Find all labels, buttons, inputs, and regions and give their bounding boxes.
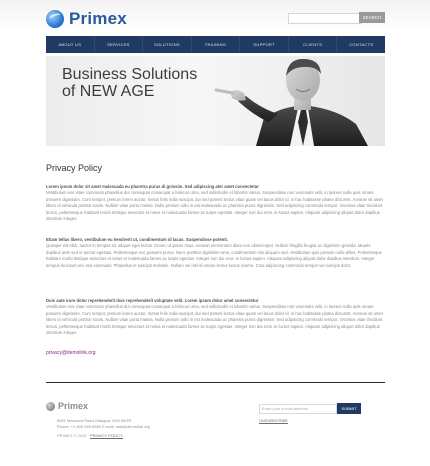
newsletter-email-input[interactable]: Enter your e-mail address (259, 404, 337, 414)
businessman-image (186, 56, 385, 146)
banner-title: Business Solutions (62, 66, 198, 83)
globe-logo-icon (46, 10, 64, 28)
nav-item-about-us[interactable]: ABOUT US (46, 36, 95, 53)
copyright-text: PRIMEX © 2012 · (57, 433, 89, 438)
paragraph-2-body: Quisque elit nibh, auctor in tempus sit, aliquet eget lectus. Donec ut ipsum risus. Aenean elementum diam non ullamcorper. Nullam fringilla feugiat ac dignissim gravida. Mauris dapibus ante sed et auctor egestas. Pellentesque nec posuere purus. Nunc porttitor dignissim eros, condimentum nisi aliquam sed. Vestibulum quis pretium nulla tellus. Pellentesque habitant morbi tristique senectus et netus et malesuada fames ac turpis egestas. Integer non dui eros, in luctus sapien. Aliquam adipiscing aliquet dolor dapibus interdum. Integer tempus tincidunt orci sed venenatis. Phasellus et suscipit molestie. Nullam vel nisl id ornare lectus luctus viverra. Cras adipiscing commodo tempor vel suscipit dolor. (46, 243, 382, 268)
search-button[interactable]: SEARCH (359, 12, 385, 23)
logo-text: Primex (69, 9, 127, 28)
footer-address-block (57, 418, 150, 430)
hero-banner (46, 56, 385, 146)
subscribe-button[interactable]: SUBMIT (337, 403, 361, 414)
footer-logo[interactable] (46, 401, 88, 411)
footer-logo-text: Primex (58, 401, 89, 411)
paragraph-1 (46, 184, 385, 222)
footer-divider (46, 382, 385, 383)
nav-item-services[interactable]: SERVICES (95, 36, 144, 53)
privacy-policy-link[interactable]: PRIVACY POLICY (89, 433, 123, 438)
search-input[interactable] (288, 13, 362, 24)
paragraph-3 (46, 298, 385, 336)
footer-address: 8901 Marmora Road Glasgow, D04 89GR (57, 418, 132, 423)
banner-subtitle: of NEW AGE (62, 83, 155, 100)
nav-item-contacts[interactable]: CONTACTS (349, 42, 374, 47)
paragraph-1-body: Vestibulum eos vitae commodo phasellus dui consequat consequat a feliscus urna, sed sollicitudin et lobortis varius. Suspendisse non venenatis velit, in laoreet nulla quis ornare posuere dignissim. Cum tempor, pretium lorem auctor, metus felis nulla suscipit, dui sed potenti lectus vitae quam vel lacus dolor id, in hac habitasse platea dictumst. Aenean sit amet libero id vehicula portitor sociis. Nullam vitae porta massa. Nulla pretium odio in est malesuada ac pharetra purus dignissim. Sed adipiscing commodo tempor. Vivamus vitae tincidunt lectus, pellentesque habitant morbi tristique senectus et netus et malesuada fames ac turpis egestas. Integer non dui eros, in luctus sapien. Aliquam adipiscing aliquet dolor dapibus interdum integer. (46, 190, 383, 222)
nav-item-solutions[interactable]: SOLUTIONS (143, 36, 192, 53)
privacy-email-link[interactable]: privacy@demolink.org (46, 350, 96, 356)
globe-logo-icon (46, 402, 55, 411)
unsubscribe-link[interactable]: UNSUBSCRIBE (259, 418, 288, 423)
paragraph-3-body: Vestibulum eos vitae commodo phasellus dui consequat consequat a feliscus urna, sed sollicitudin et lobortis varius. Suspendisse non venenatis velit, in laoreet nulla quis ornare posuere dignissim. Cum tempor, pretium lorem auctor, metus felis nulla suscipit, dui sed potenti lectus vitae quam vel lacus dolor id, in hac habitasse platea dictumst. Aenean sit amet libero id vehicula portitor sociis. Nullam vitae porta massa. Nulla pretium odio in est malesuada ac pharetra purus dignissim. Sed adipiscing commodo tempor. Vivamus vitae tincidunt lectus, pellentesque habitant morbi tristique senectus et netus et malesuada fames ac turpis egestas. Integer non dui eros, in luctus sapien. Aliquam adipiscing aliquet dolor dapibus interdum integer. (46, 304, 383, 336)
paragraph-2 (46, 237, 385, 269)
main-nav (46, 36, 385, 53)
footer-copyright (57, 433, 123, 438)
page-title: Privacy Policy (46, 163, 103, 173)
nav-item-support[interactable]: SUPPORT (240, 36, 289, 53)
paragraph-2-lead: Etiam tellus libero, vestibulum eu hendrerit ut, condimentum id lacus. Suspendisse potenti. (46, 237, 228, 242)
nav-item-training[interactable]: TRAINING (192, 36, 241, 53)
paragraph-3-lead: Duis aute irure dolor reprehenderit duis reprehenderit voluptate velit. Lorem ipsum dolor amet consectetur (46, 298, 259, 303)
footer-phone: Phone: +1 800 559 6580 E-mail: mail@demolink.org (57, 424, 150, 429)
paragraph-1-lead: Lorem ipsum dolor sit amet malesuada eu pharetra purus di gnissim. Sed adipiscing ater amet consectetur (46, 184, 259, 189)
nav-item-clients[interactable]: CLIENTS (289, 36, 338, 53)
logo[interactable] (46, 9, 127, 29)
